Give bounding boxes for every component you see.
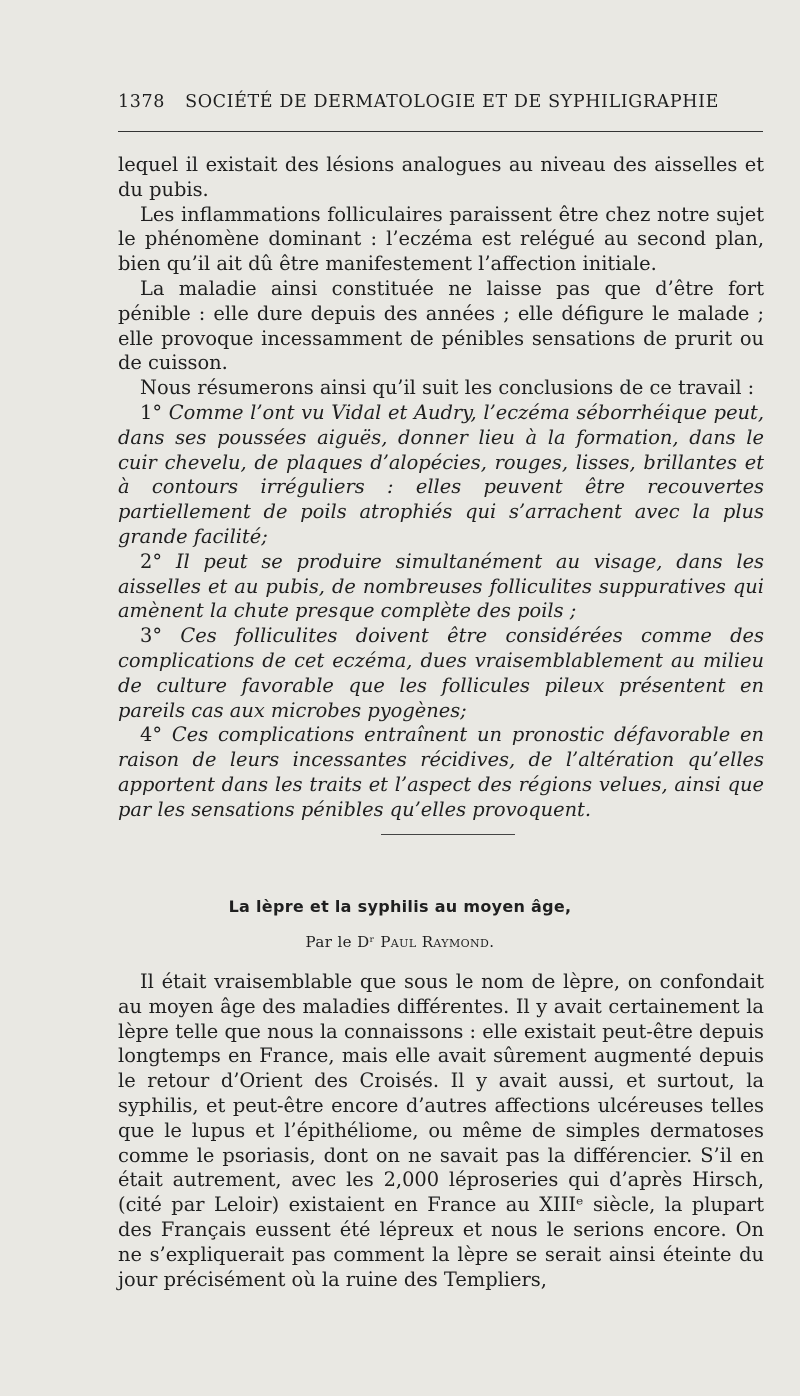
paragraph-3: La maladie ainsi constituée ne laisse pas que d’être fort pénible : elle dure depuis des années ; elle défigure le malade ; elle provoque incessamment de pénibles sensations de prurit ou de cuisson. — [118, 276, 764, 375]
author-name: Paul Raymond. — [380, 933, 495, 951]
running-title: SOCIÉTÉ DE DERMATOLOGIE ET DE SYPHILIGRAPHIE — [185, 92, 720, 112]
conclusion-text: Ces complications entraînent un pronostic défavorable en raison de leurs incessantes récidives, de l’altération qu’elles apportent dans les traits et l’aspect des régions velues, ainsi que par les sensations pénibles qu’elles provoquent. — [118, 723, 764, 821]
conclusion-number: 4° — [140, 723, 163, 747]
paragraph-4: Nous résumerons ainsi qu’il suit les conclusions de ce travail : — [140, 376, 755, 400]
article-title: La lèpre et la syphilis au moyen âge, — [228, 897, 572, 916]
byline-prefix: Par le — [305, 933, 352, 951]
conclusion-text: Ces folliculites doivent être considérées comme des complications de cet eczéma, dues vraisemblablement au milieu de culture favorable que les follicules pileux présentent en pareils cas aux microbes pyogènes; — [118, 624, 764, 722]
byline-title: Dʳ — [357, 933, 376, 951]
article-body — [118, 970, 764, 1292]
section-body — [118, 153, 764, 823]
conclusion-text: Il peut se produire simultanément au visage, dans les aisselles et au pubis, de nombreuses folliculites suppuratives qui amènent la chute presque complète des poils ; — [118, 549, 765, 623]
paragraph-1: lequel il existait des lésions analogues au niveau des aisselles et du pubis. — [118, 153, 764, 201]
running-header — [118, 92, 768, 112]
page-number: 1378 — [118, 92, 165, 112]
conclusion-number: 2° — [140, 549, 163, 573]
conclusion-text: Comme l’ont vu Vidal et Audry, l’eczéma séborrhéique peut, dans ses poussées aiguës, donner lieu à la formation, dans le cuir chevelu, de plaques d’alopécies, rouges, lisses, brillantes et à contours irréguliers : elles peuvent être recouvertes partiellement de poils atrophiés qui s’arrachent avec la plus grande facilité; — [118, 400, 764, 548]
conclusion-number: 3° — [140, 624, 163, 648]
header-rule — [118, 131, 763, 132]
conclusion-number: 1° — [140, 400, 163, 424]
conclusion-item — [118, 723, 764, 822]
conclusion-item — [118, 624, 764, 723]
conclusion-item — [118, 550, 764, 624]
conclusion-item — [118, 401, 764, 550]
article-byline — [0, 933, 800, 951]
paragraph-2: Les inflammations folliculaires paraissent être chez notre sujet le phénomène dominant : l’eczéma est relégué au second plan, bien qu’il ait dû être manifestement l’affection initiale. — [118, 202, 764, 276]
article-paragraph: Il était vraisemblable que sous le nom de lèpre, on confondait au moyen âge des maladies différentes. Il y avait certainement la lèpre telle que nous la connaissons : elle existait peut-être depuis longtemps en France, mais elle avait sûrement augmenté depuis le retour d’Orient des Croisés. Il y avait aussi, et surtout, la syphilis, et peut-être encore d’autres affections ulcéreuses telles que le lupus et l’épithéliome, ou même de simples dermatoses comme le psoriasis, dont on ne savait pas la différencier. S’il en était autrement, avec les 2,000 léproseries qui d’après Hirsch, (cité par Leloir) existaient en France au XIIIᵉ siècle, la plupart des Français eussent été lépreux et nous le serions encore. On ne s’expliquerait pas comment la lèpre se serait ainsi éteinte du jour précisément où la ruine des Templiers, — [118, 970, 764, 1291]
section-divider — [381, 834, 515, 835]
